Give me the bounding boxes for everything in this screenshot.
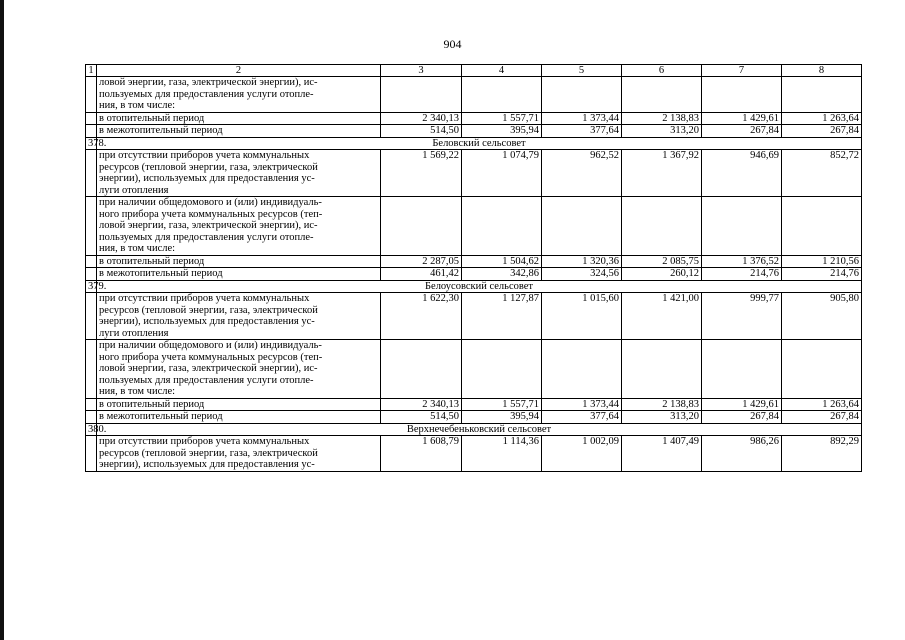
value-cell-col-3 <box>381 197 462 256</box>
value-cell-col-3: 1 569,22 <box>381 150 462 197</box>
value-cell-col-5 <box>542 340 622 399</box>
row-number-cell <box>86 197 97 256</box>
section-number: 378. <box>86 137 97 150</box>
value-cell-col-3: 2 340,13 <box>381 112 462 125</box>
row-description: при наличии общедомового и (или) индивидуаль- ного прибора учета коммунальных ресурсов (теп- ловой энергии, газа, электрической энергии), ис- пользуемых для предоставления услуги отопле- ния, в том числе: <box>97 197 381 256</box>
period-row <box>86 125 862 138</box>
header-cell: 6 <box>622 65 702 77</box>
value-cell-col-6: 313,20 <box>622 125 702 138</box>
value-cell-col-5: 962,52 <box>542 150 622 197</box>
value-cell-col-8: 1 210,56 <box>782 255 862 268</box>
row-number-cell <box>86 340 97 399</box>
row-description: в межотопительный период <box>97 268 381 281</box>
row-description: в отопительный период <box>97 398 381 411</box>
value-cell-col-8 <box>782 197 862 256</box>
value-cell-col-8: 267,84 <box>782 125 862 138</box>
value-cell-col-6: 1 367,92 <box>622 150 702 197</box>
period-row <box>86 411 862 424</box>
value-cell-col-6: 2 138,83 <box>622 112 702 125</box>
value-cell-col-4: 1 557,71 <box>462 112 542 125</box>
section-title: Белоусовский сельсовет <box>97 280 862 293</box>
row-description: при отсутствии приборов учета коммунальных ресурсов (тепловой энергии, газа, электрической энергии), используемых для предоставления ус- луги отопления <box>97 150 381 197</box>
value-cell-col-4 <box>462 340 542 399</box>
value-cell-col-5: 1 320,36 <box>542 255 622 268</box>
value-cell-col-5: 1 015,60 <box>542 293 622 340</box>
section-title: Верхнечебеньковский сельсовет <box>97 423 862 436</box>
value-cell-col-5: 377,64 <box>542 411 622 424</box>
value-cell-col-5 <box>542 77 622 113</box>
section-row <box>86 137 862 150</box>
value-cell-col-4 <box>462 77 542 113</box>
value-cell-col-4: 342,86 <box>462 268 542 281</box>
row-number-cell <box>86 411 97 424</box>
value-cell-col-8: 852,72 <box>782 150 862 197</box>
value-cell-col-3 <box>381 77 462 113</box>
value-cell-col-6 <box>622 77 702 113</box>
section-row <box>86 280 862 293</box>
period-row <box>86 112 862 125</box>
description-row <box>86 197 862 256</box>
section-row <box>86 423 862 436</box>
value-cell-col-5: 324,56 <box>542 268 622 281</box>
row-number-cell <box>86 268 97 281</box>
tariff-table <box>85 64 862 472</box>
page-number: 904 <box>443 37 462 51</box>
value-cell-col-6: 260,12 <box>622 268 702 281</box>
value-cell-col-8: 1 263,64 <box>782 398 862 411</box>
value-cell-col-3: 461,42 <box>381 268 462 281</box>
value-cell-col-4: 1 127,87 <box>462 293 542 340</box>
value-cell-col-7: 986,26 <box>702 436 782 472</box>
value-cell-col-8: 1 263,64 <box>782 112 862 125</box>
value-cell-col-5: 1 373,44 <box>542 112 622 125</box>
value-cell-col-3: 514,50 <box>381 125 462 138</box>
description-row <box>86 293 862 340</box>
value-cell-col-8: 214,76 <box>782 268 862 281</box>
value-cell-col-5: 1 002,09 <box>542 436 622 472</box>
row-description: при наличии общедомового и (или) индивидуаль- ного прибора учета коммунальных ресурсов (теп- ловой энергии, газа, электрической энергии), ис- пользуемых для предоставления услуги отопле- ния, в том числе: <box>97 340 381 399</box>
value-cell-col-7: 1 429,61 <box>702 398 782 411</box>
value-cell-col-4: 395,94 <box>462 125 542 138</box>
value-cell-col-6: 1 421,00 <box>622 293 702 340</box>
row-description: при отсутствии приборов учета коммунальных ресурсов (тепловой энергии, газа, электрической энергии), используемых для предоставления ус- <box>97 436 381 472</box>
value-cell-col-6: 1 407,49 <box>622 436 702 472</box>
value-cell-col-3: 514,50 <box>381 411 462 424</box>
row-description: в отопительный период <box>97 255 381 268</box>
period-row <box>86 398 862 411</box>
value-cell-col-8: 892,29 <box>782 436 862 472</box>
value-cell-col-7: 267,84 <box>702 125 782 138</box>
description-row <box>86 436 862 472</box>
header-cell: 5 <box>542 65 622 77</box>
header-cell: 3 <box>381 65 462 77</box>
value-cell-col-6 <box>622 340 702 399</box>
row-number-cell <box>86 77 97 113</box>
row-description: при отсутствии приборов учета коммунальных ресурсов (тепловой энергии, газа, электрической энергии), используемых для предоставления ус- луги отопления <box>97 293 381 340</box>
header-cell: 8 <box>782 65 862 77</box>
value-cell-col-4: 1 074,79 <box>462 150 542 197</box>
row-number-cell <box>86 112 97 125</box>
description-row <box>86 77 862 113</box>
value-cell-col-4: 1 504,62 <box>462 255 542 268</box>
description-row <box>86 150 862 197</box>
header-cell: 4 <box>462 65 542 77</box>
row-description: в отопительный период <box>97 112 381 125</box>
value-cell-col-3: 1 608,79 <box>381 436 462 472</box>
value-cell-col-7: 267,84 <box>702 411 782 424</box>
value-cell-col-3: 1 622,30 <box>381 293 462 340</box>
value-cell-col-8 <box>782 340 862 399</box>
header-cell: 2 <box>97 65 381 77</box>
row-number-cell <box>86 255 97 268</box>
row-number-cell <box>86 436 97 472</box>
period-row <box>86 255 862 268</box>
header-cell: 1 <box>86 65 97 77</box>
value-cell-col-6 <box>622 197 702 256</box>
value-cell-col-6: 2 138,83 <box>622 398 702 411</box>
value-cell-col-7 <box>702 340 782 399</box>
row-number-cell <box>86 150 97 197</box>
value-cell-col-7: 214,76 <box>702 268 782 281</box>
section-number: 380. <box>86 423 97 436</box>
value-cell-col-5: 377,64 <box>542 125 622 138</box>
row-number-cell <box>86 398 97 411</box>
value-cell-col-3: 2 340,13 <box>381 398 462 411</box>
row-number-cell <box>86 293 97 340</box>
value-cell-col-6: 313,20 <box>622 411 702 424</box>
value-cell-col-4: 395,94 <box>462 411 542 424</box>
section-number: 379. <box>86 280 97 293</box>
value-cell-col-7 <box>702 197 782 256</box>
value-cell-col-7: 946,69 <box>702 150 782 197</box>
value-cell-col-5 <box>542 197 622 256</box>
value-cell-col-7: 999,77 <box>702 293 782 340</box>
value-cell-col-3: 2 287,05 <box>381 255 462 268</box>
row-number-cell <box>86 125 97 138</box>
value-cell-col-4: 1 114,36 <box>462 436 542 472</box>
period-row <box>86 268 862 281</box>
header-cell: 7 <box>702 65 782 77</box>
value-cell-col-3 <box>381 340 462 399</box>
row-description: ловой энергии, газа, электрической энергии), ис- пользуемых для предоставления услуги отопле- ния, в том числе: <box>97 77 381 113</box>
value-cell-col-8 <box>782 77 862 113</box>
header-row <box>86 65 862 77</box>
table-body <box>86 77 862 472</box>
value-cell-col-8: 267,84 <box>782 411 862 424</box>
value-cell-col-7: 1 376,52 <box>702 255 782 268</box>
page-left-edge <box>0 0 4 640</box>
value-cell-col-4 <box>462 197 542 256</box>
row-description: в межотопительный период <box>97 411 381 424</box>
row-description: в межотопительный период <box>97 125 381 138</box>
value-cell-col-6: 2 085,75 <box>622 255 702 268</box>
value-cell-col-8: 905,80 <box>782 293 862 340</box>
value-cell-col-7 <box>702 77 782 113</box>
value-cell-col-5: 1 373,44 <box>542 398 622 411</box>
value-cell-col-7: 1 429,61 <box>702 112 782 125</box>
section-title: Беловский сельсовет <box>97 137 862 150</box>
value-cell-col-4: 1 557,71 <box>462 398 542 411</box>
description-row <box>86 340 862 399</box>
